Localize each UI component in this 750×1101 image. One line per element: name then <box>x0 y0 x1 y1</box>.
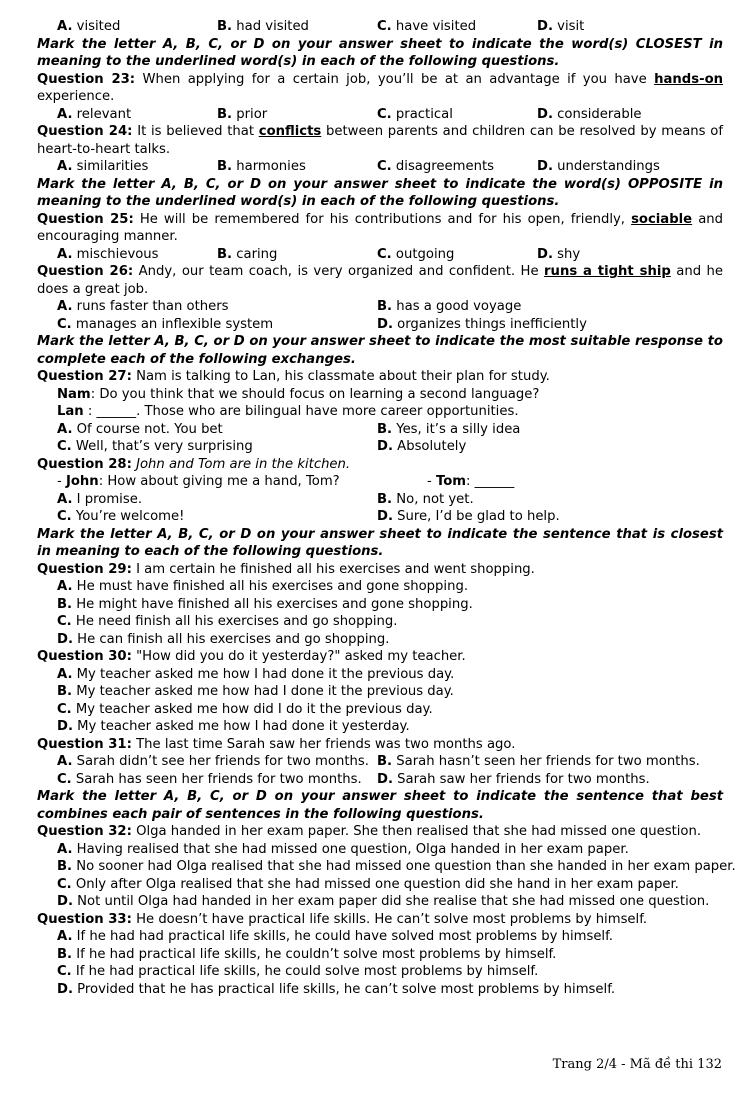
option-c: C. You’re welcome! <box>57 509 185 524</box>
instruction-closest: Mark the letter A, B, C, or D on your answer sheet to indicate the word(s) CLOSEST in meaning to the underlined word(s) in each of the following questions. <box>37 36 723 69</box>
underlined-word: sociable <box>631 211 693 227</box>
option-a: A. He must have finished all his exercises and gone shopping. <box>57 579 469 594</box>
dialogue-john: - John: How about giving me a hand, Tom? <box>57 474 340 489</box>
option-a: A. If he had had practical life skills, he could have solved most problems by himself. <box>57 929 613 944</box>
option-d: D. He can finish all his exercises and go shopping. <box>57 631 390 647</box>
dialogue-tom: - Tom: ______ <box>427 474 515 489</box>
option-c: C. manages an inflexible system <box>57 316 274 332</box>
option-b: B. harmonies <box>217 159 306 174</box>
q26-options-cd <box>37 316 723 334</box>
q25-options <box>37 246 723 264</box>
question-31: Question 31: The last time Sarah saw her friends was two months ago. <box>37 736 516 752</box>
q22-options <box>37 18 723 36</box>
question-28: Question 28: John and Tom are in the kitchen. <box>37 456 351 472</box>
question-32: Question 32: Olga handed in her exam paper. She then realised that she had missed one question. <box>37 824 702 839</box>
option-a: A. relevant <box>57 106 132 122</box>
underlined-word: hands-on <box>654 71 724 87</box>
option-b: B. No sooner had Olga realised that she had missed one question than she handed in her exam paper. <box>57 859 736 874</box>
page-footer: Trang 2/4 - Mã đề thi 132 <box>552 1057 722 1072</box>
instruction-exchange: Mark the letter A, B, C, or D on your answer sheet to indicate the most suitable response to complete each of the following exchanges. <box>37 334 723 367</box>
question-23: Question 23: When applying for a certain job, you’ll be at an advantage if you have hands-on experience. <box>37 71 724 104</box>
option-d: D. visit <box>537 19 585 34</box>
question-24: Question 24: It is believed that conflicts between parents and children can be resolved by means of heart-to-heart talks. <box>37 124 723 157</box>
option-c: C. Well, that’s very surprising <box>57 439 253 454</box>
underlined-phrase: runs a tight ship <box>544 264 671 279</box>
option-b: B. Sarah hasn’t seen her friends for two months. <box>377 754 700 769</box>
option-b: B. caring <box>217 246 278 262</box>
question-29: Question 29: I am certain he finished all his exercises and went shopping. <box>37 561 535 577</box>
option-b: B. has a good voyage <box>377 299 522 314</box>
q23-options <box>37 106 723 124</box>
option-a: A. Sarah didn’t see her friends for two months. <box>57 754 369 769</box>
option-a: A. visited <box>57 19 121 34</box>
option-b: B. No, not yet. <box>377 491 474 507</box>
option-b: B. He might have finished all his exercises and gone shopping. <box>57 596 473 612</box>
option-a: A. My teacher asked me how I had done it the previous day. <box>57 666 455 682</box>
option-c: C. disagreements <box>377 159 494 174</box>
q28-options-ab <box>37 491 723 509</box>
instruction-combine: Mark the letter A, B, C, or D on your answer sheet to indicate the sentence that best combines each pair of sentences in the following questions. <box>37 789 723 822</box>
option-c: C. practical <box>377 106 453 122</box>
question-26: Question 26: Andy, our team coach, is very organized and confident. He runs a tight ship and he does a great job. <box>37 264 724 297</box>
option-b: B. had visited <box>217 19 309 34</box>
option-c: C. outgoing <box>377 246 455 262</box>
exam-page <box>37 18 736 998</box>
option-a: A. I promise. <box>57 491 143 507</box>
q27-options-cd <box>37 438 723 456</box>
option-a: A. similarities <box>57 159 149 174</box>
option-d: D. understandings <box>537 159 660 174</box>
instruction-closest-sentence: Mark the letter A, B, C, or D on your answer sheet to indicate the sentence that is closest in meaning to each of the following questions. <box>37 526 723 559</box>
option-a: A. runs faster than others <box>57 299 229 314</box>
q31-options-cd <box>37 771 723 789</box>
option-a: A. mischievous <box>57 246 159 262</box>
option-c: C. My teacher asked me how did I do it the previous day. <box>57 701 433 717</box>
q27-options-ab <box>37 421 723 439</box>
option-c: C. Sarah has seen her friends for two months. <box>57 771 362 787</box>
instruction-opposite: Mark the letter A, B, C, or D on your answer sheet to indicate the word(s) OPPOSITE in meaning to the underlined word(s) in each of the following questions. <box>37 176 723 209</box>
option-c: C. Only after Olga realised that she had missed one question did she hand in her exam paper. <box>57 876 679 892</box>
dialogue-john-tom <box>37 473 723 491</box>
option-d: D. My teacher asked me how I had done it yesterday. <box>57 719 410 734</box>
option-d: D. Absolutely <box>377 439 467 454</box>
dialogue-nam: Nam: Do you think that we should focus on learning a second language? <box>57 386 540 402</box>
option-b: B. prior <box>217 106 268 122</box>
option-c: C. He need finish all his exercises and go shopping. <box>57 614 398 629</box>
dialogue-lan: Lan : ______. Those who are bilingual have more career opportunities. <box>57 404 519 419</box>
option-d: D. considerable <box>537 106 642 122</box>
option-b: B. My teacher asked me how had I done it the previous day. <box>57 684 454 699</box>
option-d: D. Sure, I’d be glad to help. <box>377 509 560 524</box>
q28-options-cd <box>37 508 723 526</box>
option-d: D. organizes things inefficiently <box>377 316 587 332</box>
option-d: D. Sarah saw her friends for two months. <box>377 771 650 787</box>
question-33: Question 33: He doesn’t have practical life skills. He can’t solve most problems by himself. <box>37 911 648 927</box>
option-c: C. If he had practical life skills, he could solve most problems by himself. <box>57 964 539 979</box>
option-d: D. shy <box>537 246 581 262</box>
option-d: D. Not until Olga had handed in her exam paper did she realise that she had missed one question. <box>57 894 710 909</box>
option-c: C. have visited <box>377 19 477 34</box>
underlined-word: conflicts <box>258 124 322 139</box>
question-25: Question 25: He will be remembered for his contributions and for his open, friendly, sociable and encouraging manner. <box>37 211 724 244</box>
option-a: A. Of course not. You bet <box>57 421 223 437</box>
option-b: B. Yes, it’s a silly idea <box>377 421 521 437</box>
question-30: Question 30: "How did you do it yesterday?" asked my teacher. <box>37 649 466 664</box>
q26-options-ab <box>37 298 723 316</box>
option-b: B. If he had practical life skills, he couldn’t solve most problems by himself. <box>57 946 557 962</box>
option-d: D. Provided that he has practical life skills, he can’t solve most problems by himself. <box>57 981 616 997</box>
q24-options <box>37 158 723 176</box>
q31-options-ab <box>37 753 723 771</box>
question-27: Question 27: Nam is talking to Lan, his classmate about their plan for study. <box>37 369 550 384</box>
option-a: A. Having realised that she had missed one question, Olga handed in her exam paper. <box>57 841 629 857</box>
